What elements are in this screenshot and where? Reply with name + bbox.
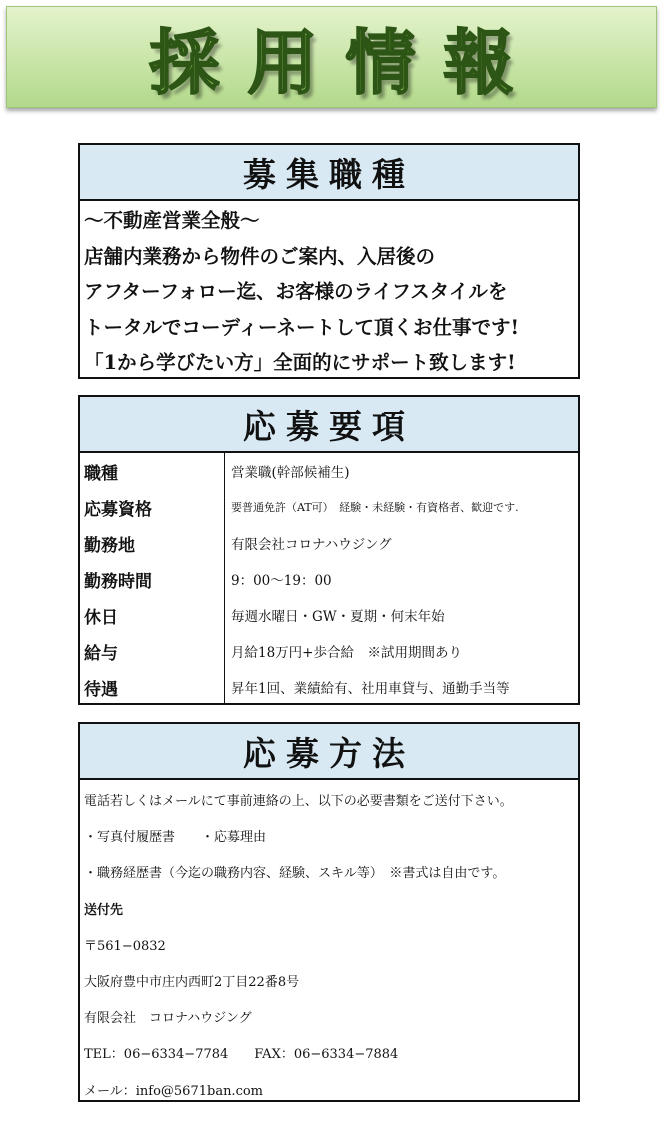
row-label: 職種 bbox=[80, 453, 225, 489]
address: 大阪府豊中市庄内西町2丁目22番8号 bbox=[84, 974, 300, 990]
recruitment-line: 〜不動産営業全般〜 bbox=[84, 209, 260, 232]
table-row bbox=[80, 561, 578, 597]
table-row bbox=[80, 489, 578, 525]
application-heading: 応募方法 bbox=[80, 724, 578, 780]
page-title: 採用情報 bbox=[149, 21, 542, 104]
requirements-section bbox=[78, 395, 580, 705]
row-value: 9：00〜19：00 bbox=[231, 573, 332, 589]
application-body bbox=[80, 780, 578, 1116]
recruitment-body bbox=[80, 201, 578, 383]
recruitment-section bbox=[78, 143, 580, 379]
company-name: 有限会社 コロナハウジング bbox=[84, 1011, 252, 1027]
recruitment-heading: 募集職種 bbox=[80, 145, 578, 201]
postal-code: 〒561−0832 bbox=[84, 938, 166, 954]
row-label: 給与 bbox=[80, 633, 225, 669]
row-value: 要普通免許（AT可） 経験・未経験・有資格者、歓迎です. bbox=[231, 501, 519, 514]
email: メール：info@5671ban.com bbox=[84, 1083, 264, 1099]
requirements-heading: 応募要項 bbox=[80, 397, 578, 453]
row-value: 有限会社コロナハウジング bbox=[231, 537, 392, 553]
table-row bbox=[80, 525, 578, 561]
recruitment-line: トータルでコーディーネートして頂くお仕事です! bbox=[84, 315, 520, 339]
row-label: 休日 bbox=[80, 597, 225, 633]
row-label: 勤務時間 bbox=[80, 561, 225, 597]
row-label: 応募資格 bbox=[80, 489, 225, 525]
required-docs-line: ・写真付履歴書 ・応募理由 bbox=[84, 830, 267, 846]
recruitment-line: 店舗内業務から物件のご案内、入居後の bbox=[84, 244, 436, 268]
table-row bbox=[80, 597, 578, 633]
row-label: 待遇 bbox=[80, 669, 225, 705]
tel-fax: TEL：06−6334−7784 FAX：06−6334−7884 bbox=[84, 1047, 399, 1063]
recruitment-line: 「1から学びたい方」全面的にサポート致します! bbox=[84, 351, 516, 374]
required-docs-line: ・職務経歴書（今迄の職務内容、経験、スキル等） ※書式は自由です。 bbox=[84, 866, 506, 882]
title-banner bbox=[6, 6, 657, 108]
application-intro: 電話若しくはメールにて事前連絡の上、以下の必要書類をご送付下さい。 bbox=[84, 794, 513, 809]
row-value: 昇年1回、業績給有、社用車貸与、通勤手当等 bbox=[231, 681, 510, 697]
recruitment-line: アフターフォロー迄、お客様のライフスタイルを bbox=[84, 280, 508, 303]
send-to-label: 送付先 bbox=[84, 902, 124, 918]
table-row bbox=[80, 669, 578, 705]
row-value: 月給18万円+歩合給 ※試用期間あり bbox=[231, 645, 462, 661]
row-label: 勤務地 bbox=[80, 525, 225, 561]
requirements-table bbox=[80, 453, 578, 705]
table-row bbox=[80, 633, 578, 669]
table-row bbox=[80, 453, 578, 489]
row-value: 毎週水曜日・GW・夏期・何末年始 bbox=[231, 609, 445, 625]
application-section bbox=[78, 722, 580, 1102]
row-value: 営業職(幹部候補生) bbox=[231, 465, 350, 481]
